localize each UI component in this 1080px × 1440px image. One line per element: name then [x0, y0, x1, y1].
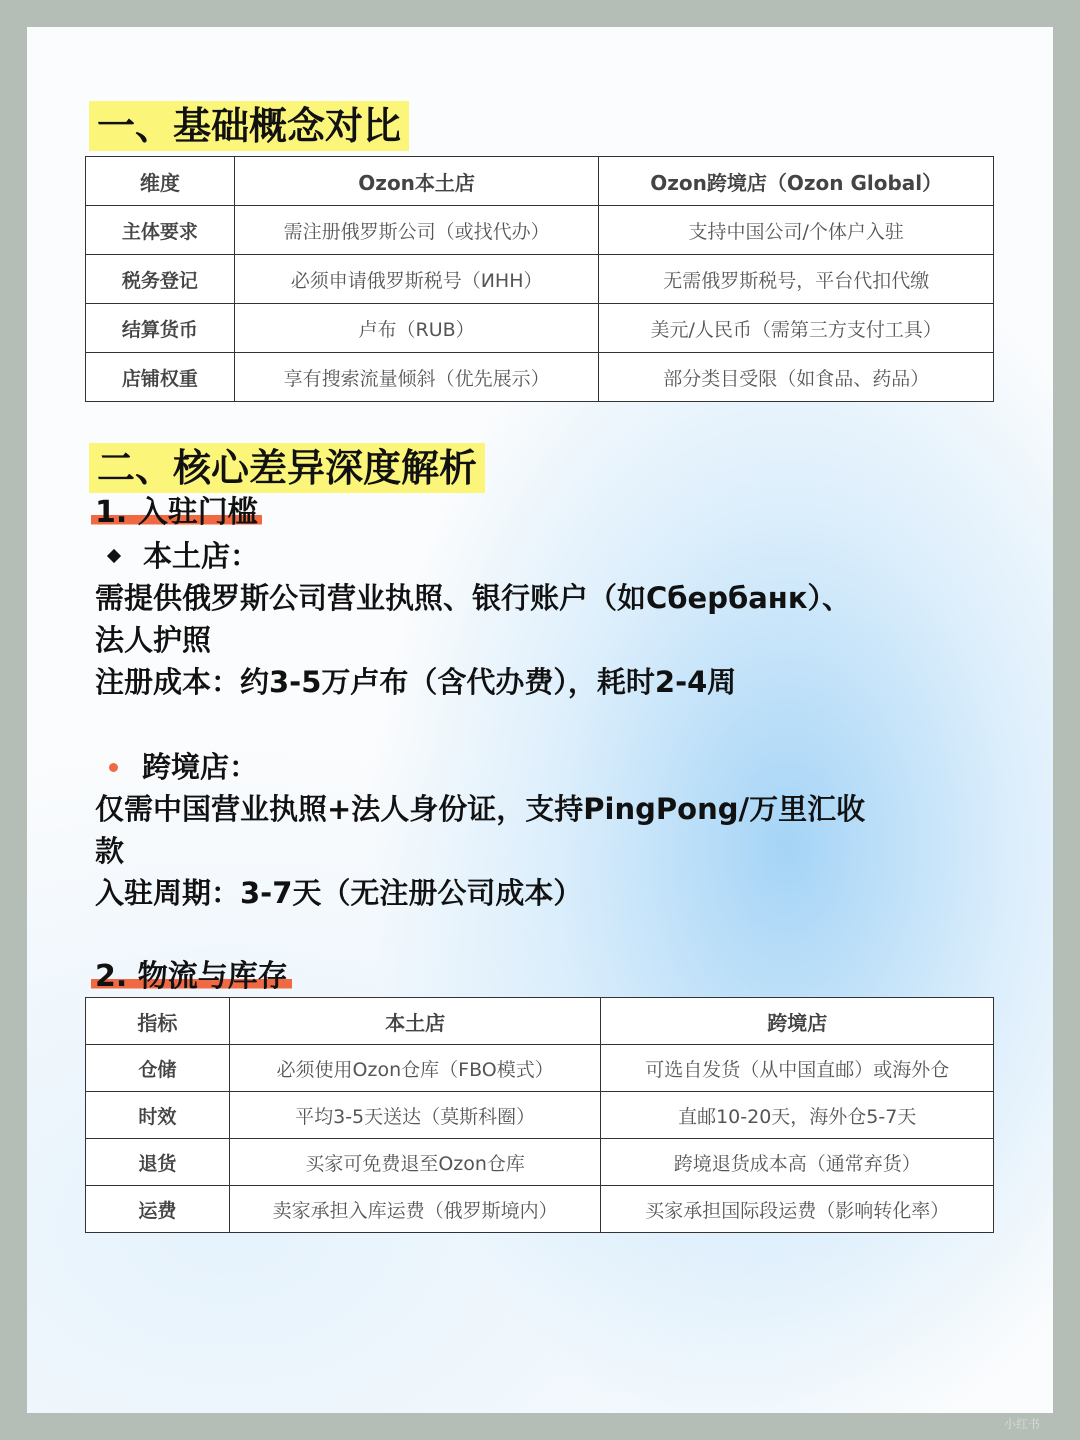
subsection1-title: 1. 入驻门槛 — [91, 495, 262, 531]
table-cell: 平均3-5天送达（莫斯科圈） — [229, 1092, 601, 1139]
table-row — [86, 1139, 994, 1186]
watermark: 小红书 — [1003, 1417, 1040, 1431]
cross-store-line: 入驻周期：3-7天（无注册公司成本） — [95, 876, 583, 910]
table-row — [86, 304, 994, 353]
table-cell: 必须使用Ozon仓库（FBO模式） — [229, 1045, 601, 1092]
table-cell: 跨境退货成本高（通常弃货） — [601, 1139, 994, 1186]
local-store-line: 注册成本：约3-5万卢布（含代办费），耗时2-4周 — [95, 665, 737, 699]
table-header-cell: 本土店 — [229, 998, 601, 1045]
table-cell: 买家可免费退至Ozon仓库 — [229, 1139, 601, 1186]
table-cell: 必须申请俄罗斯税号（ИНН） — [234, 255, 599, 304]
table-row — [86, 1045, 994, 1092]
table-header-cell: 指标 — [86, 998, 230, 1045]
row-label: 店铺权重 — [86, 353, 235, 402]
table-header-cell: Ozon跨境店（Ozon Global） — [599, 157, 994, 206]
local-store-label-row — [95, 535, 259, 577]
table-cell: 支持中国公司/个体户入驻 — [599, 206, 994, 255]
table-row — [86, 255, 994, 304]
row-label: 仓储 — [86, 1045, 230, 1092]
table-cell: 直邮10-20天，海外仓5-7天 — [601, 1092, 994, 1139]
table-row — [86, 1186, 994, 1233]
row-label: 结算货币 — [86, 304, 235, 353]
dot-bullet-icon — [109, 763, 118, 772]
table-cell: 可选自发货（从中国直邮）或海外仓 — [601, 1045, 994, 1092]
table-header-row — [86, 998, 994, 1045]
table-row — [86, 1092, 994, 1139]
local-store-label: 本土店： — [143, 539, 260, 573]
table-row — [86, 206, 994, 255]
cross-store-label-row — [95, 746, 258, 788]
subsection2-title: 2. 物流与库存 — [91, 959, 292, 995]
table-cell: 享有搜索流量倾斜（优先展示） — [234, 353, 599, 402]
cross-store-line: 款 — [95, 834, 125, 868]
cross-store-line: 仅需中国营业执照+法人身份证，支持PingPong/万里汇收 — [95, 792, 866, 826]
row-label: 时效 — [86, 1092, 230, 1139]
local-store-line: 法人护照 — [95, 623, 212, 657]
comparison-table-logistics — [85, 997, 994, 1233]
row-label: 运费 — [86, 1186, 230, 1233]
table-header-row — [86, 157, 994, 206]
table-cell: 需注册俄罗斯公司（或找代办） — [234, 206, 599, 255]
table-cell: 卢布（RUB） — [234, 304, 599, 353]
local-store-line: 需提供俄罗斯公司营业执照、银行账户（如Сбербанк）、 — [95, 581, 851, 615]
table-cell: 买家承担国际段运费（影响转化率） — [601, 1186, 994, 1233]
table-cell: 无需俄罗斯税号，平台代扣代缴 — [599, 255, 994, 304]
table-header-cell: 维度 — [86, 157, 235, 206]
row-label: 退货 — [86, 1139, 230, 1186]
section1-title: 一、基础概念对比 — [89, 101, 409, 151]
row-label: 税务登记 — [86, 255, 235, 304]
table-cell: 美元/人民币（需第三方支付工具） — [599, 304, 994, 353]
content-card — [27, 27, 1053, 1413]
section2-title: 二、核心差异深度解析 — [89, 443, 485, 493]
table-cell: 部分类目受限（如食品、药品） — [599, 353, 994, 402]
table-header-cell: 跨境店 — [601, 998, 994, 1045]
row-label: 主体要求 — [86, 206, 235, 255]
table-cell: 卖家承担入库运费（俄罗斯境内） — [229, 1186, 601, 1233]
diamond-bullet-icon — [107, 549, 121, 563]
table-row — [86, 353, 994, 402]
table-header-cell: Ozon本土店 — [234, 157, 599, 206]
comparison-table-basic — [85, 156, 994, 402]
cross-store-label: 跨境店： — [142, 750, 259, 784]
